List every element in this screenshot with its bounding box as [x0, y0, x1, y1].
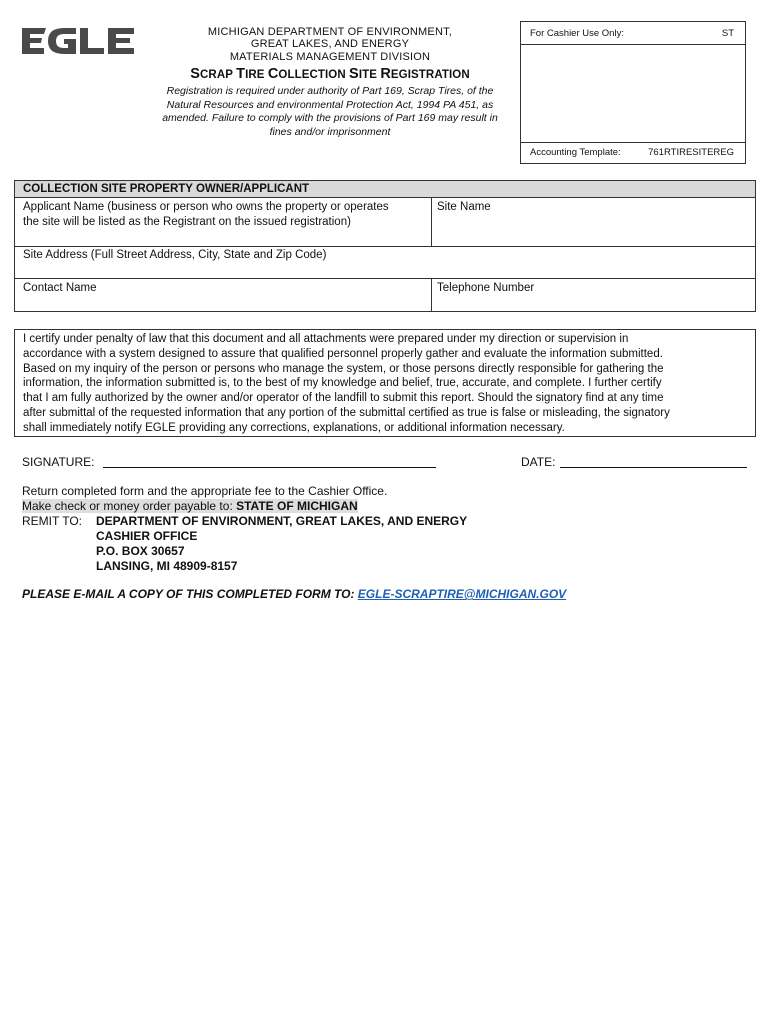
form-title: SCRAP TIRE COLLECTION SITE REGISTRATION — [190, 66, 470, 82]
signature-line[interactable] — [103, 467, 436, 468]
egle-logo — [20, 22, 138, 60]
payable-to: STATE OF MICHIGAN — [236, 499, 358, 513]
department-line-2: GREAT LAKES, AND ENERGY — [250, 38, 410, 50]
certification-statement: I certify under penalty of law that this document and all attachments were prepared under my direction or supervision in accordance with a system designed to assure that qualified personnel properly gather and evaluate the information submitted. Based on my inquiry of the person or persons who manage the system, or those persons directly responsible for gathering the information, the information submitted is, to the best of my knowledge and belief, true, accurate, and complete. I further certify that I am fully authorized by the owner and/or operator of the landfill to submit this report. Should the signatory find at any time after submittal of the requested information that any portion of the submittal certified as true is false or misleading, the signatory shall immediately notify EGLE providing any corrections, explanations, or additional information necessary. — [14, 329, 756, 437]
section-heading: COLLECTION SITE PROPERTY OWNER/APPLICANT — [15, 181, 755, 198]
date-line[interactable] — [560, 467, 747, 468]
email-instruction: PLEASE E-MAIL A COPY OF THIS COMPLETED FORM TO: EGLE-SCRAPTIRE@MICHIGAN.GOV — [22, 587, 567, 601]
telephone-field[interactable]: Telephone Number — [437, 282, 535, 294]
registration-notice: Registration is required under authority of Part 169, Scrap Tires, of the Natural Resources and environmental Protection Act, 1994 PA 451, as amended. Failure to comply with the provisions of Part 169 may result in fines and/or imprisonment — [162, 85, 498, 138]
cashier-label: For Cashier Use Only: — [530, 28, 624, 39]
site-name-field[interactable]: Site Name — [437, 201, 491, 213]
department-line-1: MICHIGAN DEPARTMENT OF ENVIRONMENT, — [207, 26, 453, 38]
applicant-name-field[interactable]: Applicant Name (business or person who owns the property or operates the site will be listed as the Registrant on the issued registration) — [23, 201, 389, 228]
contact-name-field[interactable]: Contact Name — [23, 282, 97, 294]
remit-address: DEPARTMENT OF ENVIRONMENT, GREAT LAKES, AND ENERGY CASHIER OFFICE P.O. BOX 30657 LANSING, MI 48909-8157 — [96, 514, 468, 573]
accounting-template-label: Accounting Template: — [530, 147, 621, 158]
cashier-code: ST — [721, 28, 734, 39]
return-instructions: Return completed form and the appropriate fee to the Cashier Office. — [22, 484, 388, 498]
owner-applicant-section — [14, 180, 756, 312]
signature-label: SIGNATURE: — [22, 455, 95, 469]
date-label: DATE: — [521, 455, 556, 469]
remit-label: REMIT TO: — [22, 514, 83, 528]
cashier-use-box — [520, 21, 746, 164]
payable-line: Make check or money order payable to: STATE OF MICHIGAN — [22, 499, 358, 513]
site-address-field[interactable]: Site Address (Full Street Address, City, State and Zip Code) — [23, 249, 327, 261]
email-link[interactable]: EGLE-SCRAPTIRE@MICHIGAN.GOV — [357, 587, 567, 601]
division-line: MATERIALS MANAGEMENT DIVISION — [229, 51, 431, 63]
accounting-template-value: 761RTIRESITEREG — [648, 147, 734, 158]
